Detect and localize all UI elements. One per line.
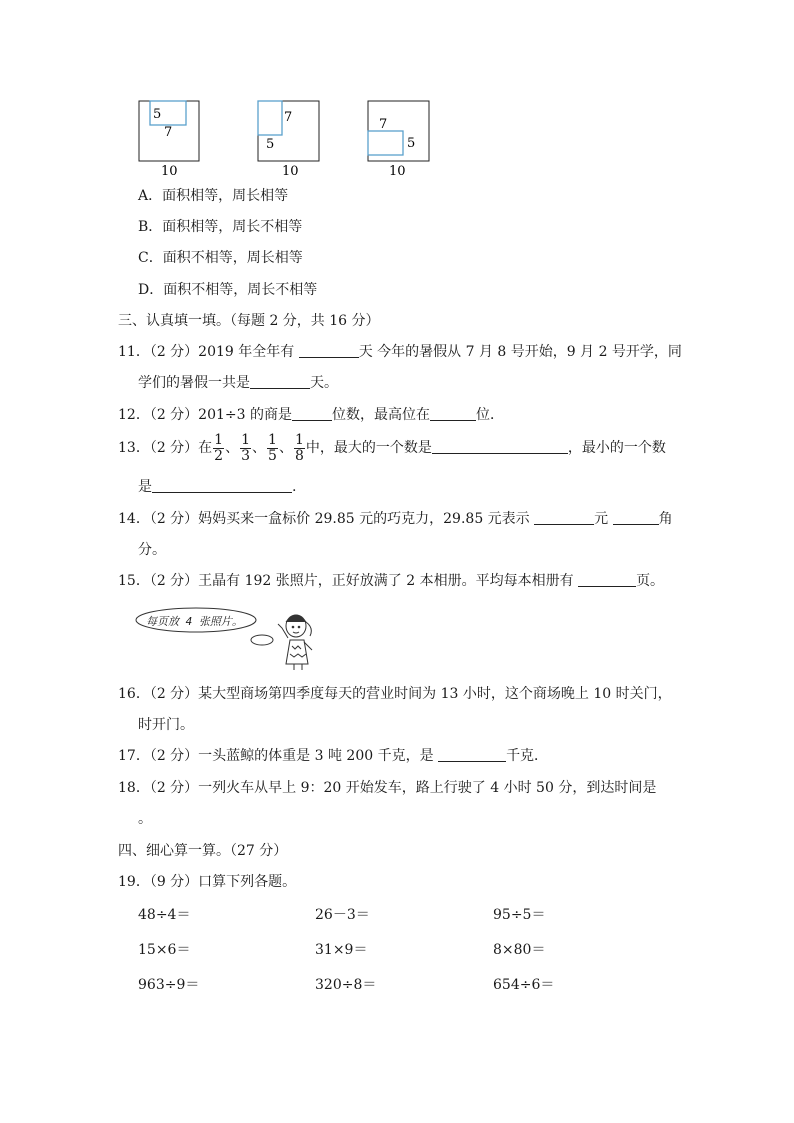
question-12: 12．（2 分）201÷3 的商是 位数，最高位在 位． [118,407,504,423]
answer-blank[interactable] [299,343,359,358]
answer-blank[interactable] [432,439,568,454]
question-16: 16．（2 分）某大型商场第四季度每天的营业时间为 13 小时，这个商场晚上 10 时关门， [118,686,672,702]
section-4-title: 四、细心算一算。（27 分） [118,843,288,859]
calc-item: 654÷6＝ [493,977,555,993]
question-11: 11．（2 分）2019 年全年有 天 今年的暑假从 7 月 8 号开始，9 月 2 号开学，同 [118,344,682,360]
answer-blank[interactable] [292,406,332,421]
option-d: D．面积不相等，周长不相等 [138,282,318,298]
fraction-1-8: $\frac{1}{8}$ [294,431,304,464]
answer-blank[interactable] [430,406,476,421]
fraction-1-2: $\frac{1}{2}$ [214,431,224,464]
figure-1-bottom-label: 10 [161,164,178,179]
question-18: 18．（2 分）一列火车从早上 9：20 开始发车，路上行驶了 4 小时 50 分，到达时间是 [118,780,657,796]
girl-illustration [130,600,350,670]
figure-3-bottom-label: 10 [389,164,406,179]
question-13-cont: 是 . [138,479,297,495]
question-13: 13．（2 分）在 $\frac{1}{2}$ 、 $\frac{1}{3}$ 、 $\frac{1}{5}$ 、 $\frac{1}{8}$ 中，最大的一个数是 ，最小的一个数 [118,431,666,464]
fraction-1-3: $\frac{1}{3}$ [241,431,251,464]
question-16-cont: 时开门。 [138,717,194,733]
answer-blank[interactable] [250,374,310,389]
figure-2-bottom-label: 10 [282,164,299,179]
answer-blank[interactable] [438,747,506,762]
figure-2 [258,101,319,179]
option-c: C．面积不相等，周长相等 [138,250,303,266]
figure-1-side-label: 7 [164,125,173,140]
question-17: 17．（2 分）一头蓝鲸的体重是 3 吨 200 千克，是 千克． [118,748,549,764]
answer-blank[interactable] [613,510,659,525]
calc-item: 963÷9＝ [138,977,200,993]
figure-3 [368,101,429,179]
calc-item: 15×6＝ [138,942,191,958]
calc-item: 31×9＝ [315,942,368,958]
girl-icon [278,615,312,670]
answer-blank[interactable] [152,478,292,493]
calc-item: 320÷8＝ [315,977,377,993]
calc-item: 95÷5＝ [493,907,546,923]
calc-item: 26－3＝ [315,907,370,923]
answer-blank[interactable] [578,572,636,587]
calc-item: 48÷4＝ [138,907,191,923]
option-a: A．面积相等，周长相等 [138,188,289,204]
question-14: 14．（2 分）妈妈买来一盒标价 29.85 元的巧克力，29.85 元表示 元 角 [118,511,673,527]
calc-item: 8×80＝ [493,942,546,958]
figure-3-top-label: 7 [379,117,388,132]
section-3-title: 三、认真填一填。（每题 2 分，共 16 分） [118,313,380,329]
figure-2-top-label: 7 [284,110,293,125]
question-14-cont: 分。 [138,542,166,558]
rectangle-figures [0,0,794,180]
figure-3-side-label: 5 [407,136,416,151]
question-18-cont: 。 [138,811,152,827]
question-15: 15．（2 分）王晶有 192 张照片，正好放满了 2 本相册。平均每本相册有 页。 [118,573,665,589]
fraction-1-5: $\frac{1}{5}$ [268,431,277,464]
figure-1 [139,101,199,179]
figure-1-top-label: 5 [153,107,162,122]
answer-blank[interactable] [534,510,594,525]
speech-bubble-text: 每页放 4 张照片。 [146,615,243,628]
question-19: 19．（9 分）口算下列各题。 [118,874,297,890]
question-11-cont: 学们的暑假一共是 天。 [138,375,338,391]
option-b: B．面积相等，周长不相等 [138,219,303,235]
figure-2-side-label: 5 [266,137,275,152]
